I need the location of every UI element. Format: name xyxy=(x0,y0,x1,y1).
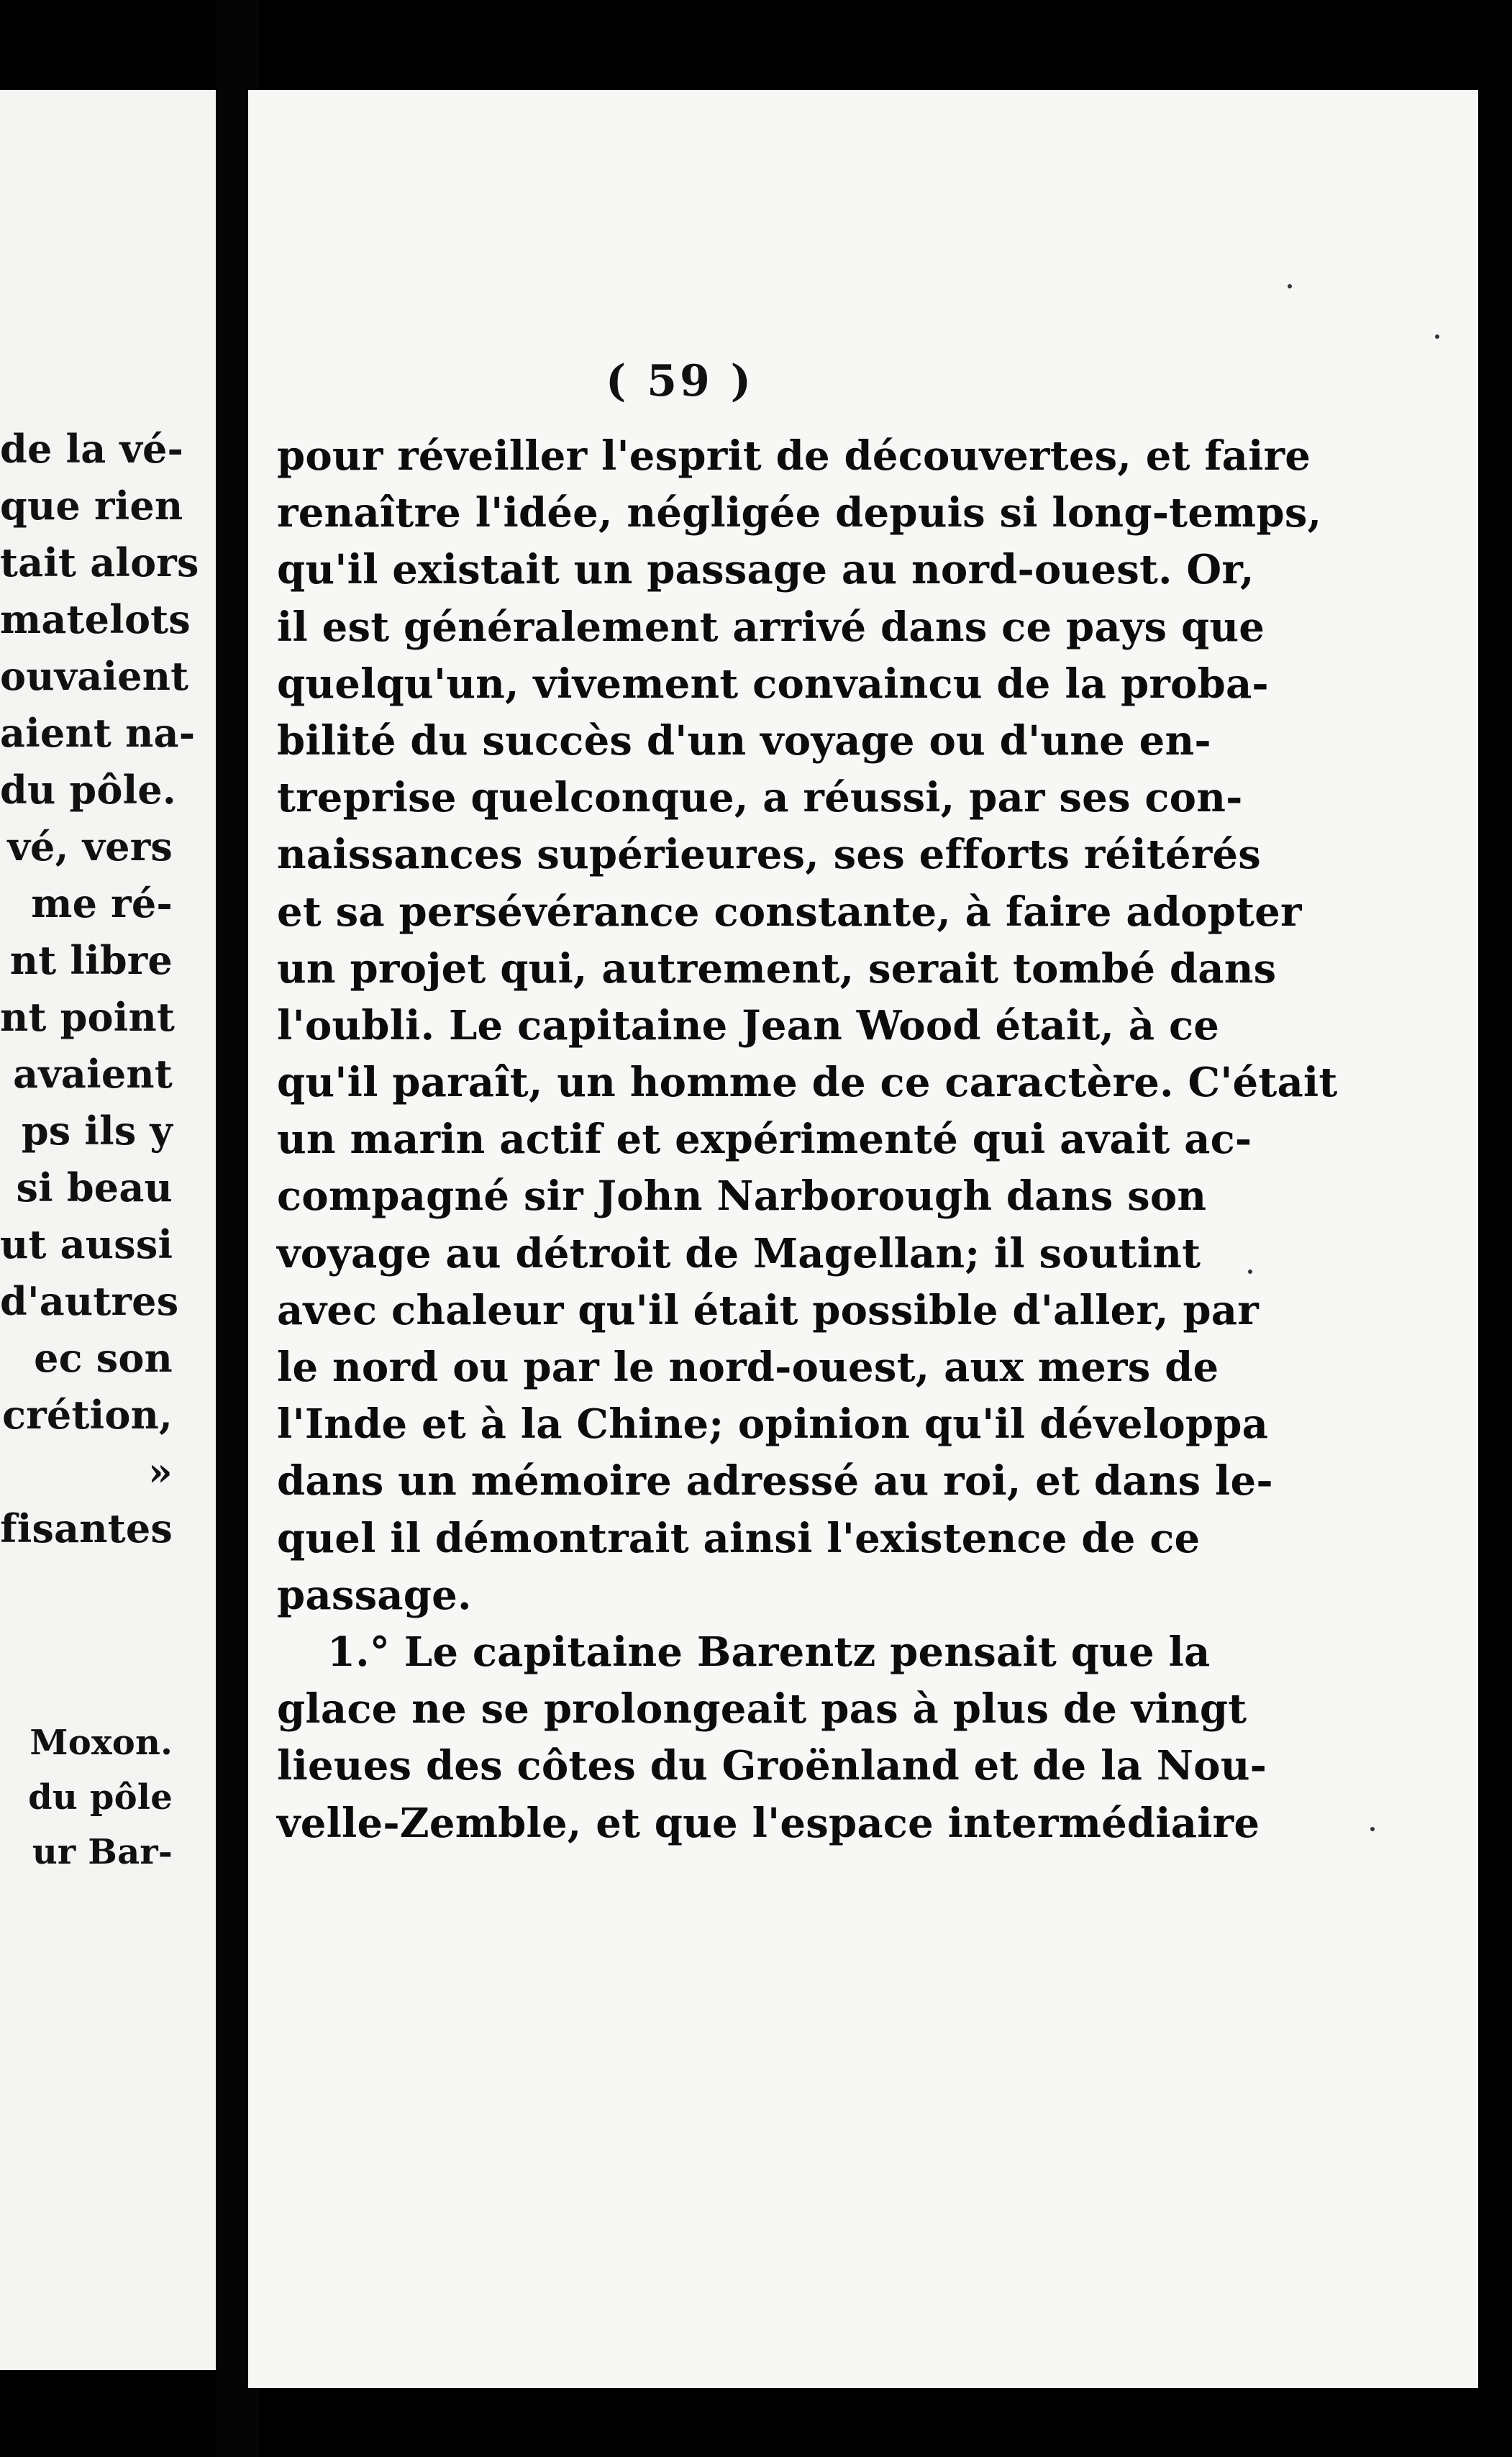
text-line: treprise quelconque, a réussi, par ses con- xyxy=(277,774,1243,822)
facing-page xyxy=(0,90,216,2370)
facing-line: vé, vers xyxy=(7,824,173,870)
facing-line: tait alors xyxy=(0,539,199,585)
text-line: lieues des côtes du Groënland et de la Nou- xyxy=(277,1742,1267,1790)
text-line: pour réveiller l'esprit de découvertes, et faire xyxy=(277,432,1311,480)
facing-line: avaient xyxy=(13,1051,173,1097)
facing-line: de la vé- xyxy=(0,426,184,472)
text-line: qu'il existait un passage au nord-ouest. Or, xyxy=(277,546,1254,594)
text-line: voyage au détroit de Magellan; il soutint xyxy=(277,1229,1201,1277)
text-line: l'oubli. Le capitaine Jean Wood était, à ce xyxy=(277,1001,1220,1049)
facing-line: ec son xyxy=(34,1335,173,1381)
facing-line: si beau xyxy=(16,1164,173,1211)
facing-footnote-line: du pôle xyxy=(28,1777,173,1818)
text-line: 1.° Le capitaine Barentz pensait que la xyxy=(327,1628,1211,1676)
facing-line: me ré- xyxy=(31,880,173,926)
facing-line: crétion, xyxy=(2,1392,173,1438)
text-line: qu'il paraît, un homme de ce caractère. C'était xyxy=(277,1059,1338,1107)
facing-line: que rien xyxy=(0,483,183,529)
text-line: glace ne se prolongeait pas à plus de vingt xyxy=(277,1685,1247,1733)
text-line: dans un mémoire adressé au roi, et dans le- xyxy=(277,1457,1273,1505)
paper-speck xyxy=(1288,284,1292,288)
text-line: quel il démontrait ainsi l'existence de ce xyxy=(277,1514,1201,1562)
facing-footnote-line: Moxon. xyxy=(29,1723,173,1763)
facing-line: nt point xyxy=(0,994,176,1040)
paper-speck xyxy=(1370,1827,1375,1831)
facing-footnote-line: ur Bar- xyxy=(32,1832,173,1872)
facing-page-text xyxy=(0,421,216,1557)
body-text xyxy=(277,428,1338,1852)
paper-speck xyxy=(1435,334,1439,339)
main-page xyxy=(248,90,1478,2388)
facing-line: ps ils y xyxy=(21,1108,173,1154)
text-line: bilité du succès d'un voyage ou d'une en- xyxy=(277,716,1211,765)
facing-line: du pôle. xyxy=(0,767,176,813)
paper-speck xyxy=(1248,1269,1252,1274)
text-line: compagné sir John Narborough dans son xyxy=(277,1172,1207,1221)
facing-line: nt libre xyxy=(9,937,173,983)
facing-line: matelots xyxy=(0,596,191,642)
text-line: il est généralement arrivé dans ce pays que xyxy=(277,603,1265,651)
facing-line: aient na- xyxy=(0,710,196,756)
facing-line: fisantes xyxy=(0,1505,173,1551)
page-number: ( 59 ) xyxy=(605,356,755,406)
facing-line: ouvaient xyxy=(0,653,189,699)
text-line: naissances supérieures, ses efforts réitérés xyxy=(277,831,1261,879)
text-line: le nord ou par le nord-ouest, aux mers de xyxy=(277,1344,1219,1391)
facing-page-footnotes xyxy=(0,1715,216,1879)
facing-line: » xyxy=(148,1449,173,1495)
text-line: un projet qui, autrement, serait tombé dans xyxy=(277,944,1277,993)
text-line: un marin actif et expérimenté qui avait ac- xyxy=(277,1116,1252,1164)
text-line: avec chaleur qu'il était possible d'aller, par xyxy=(277,1286,1259,1334)
facing-line: d'autres xyxy=(0,1278,179,1324)
text-line: et sa persévérance constante, à faire adopter xyxy=(277,888,1302,936)
text-line: passage. xyxy=(277,1571,472,1619)
text-line: renaître l'idée, négligée depuis si long-temps, xyxy=(277,489,1322,537)
text-line: l'Inde et à la Chine; opinion qu'il développa xyxy=(277,1400,1269,1449)
text-line: quelqu'un, vivement convaincu de la proba- xyxy=(277,660,1269,708)
text-line: velle-Zemble, et que l'espace intermédiaire xyxy=(277,1799,1260,1847)
facing-line: ut aussi xyxy=(0,1221,173,1267)
